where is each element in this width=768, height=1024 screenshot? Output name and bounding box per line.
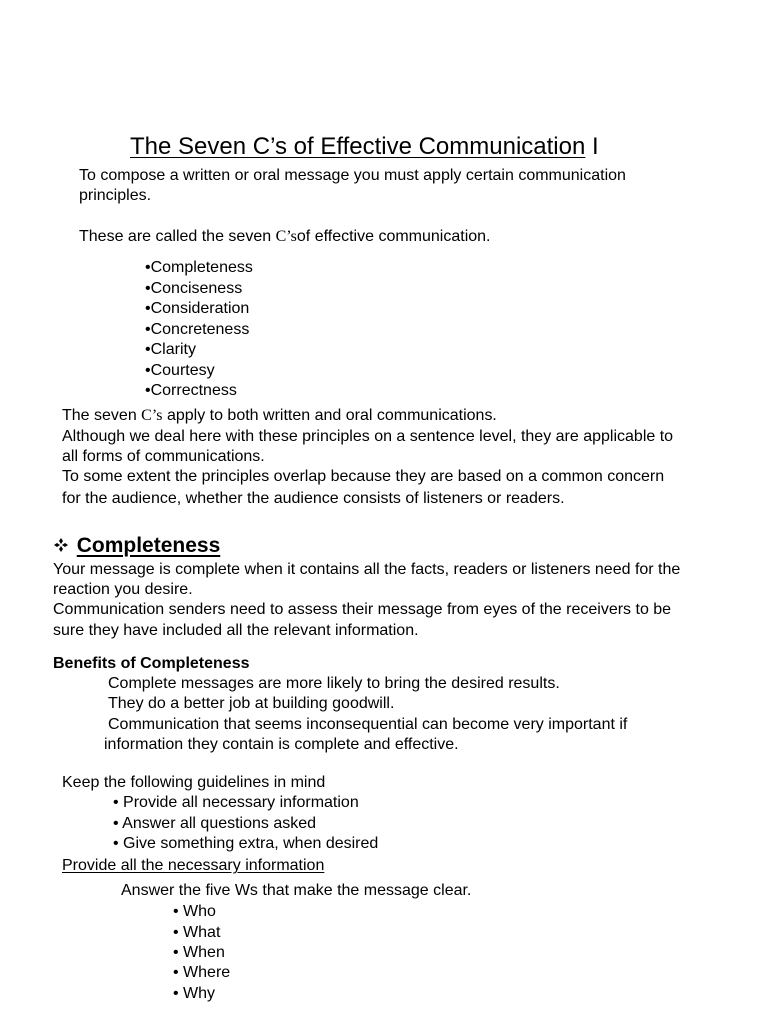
intro-line-1: To compose a written or oral message you must apply certain communication (79, 167, 626, 184)
completeness-heading-text: Completeness (76, 534, 221, 557)
list-item: • Why (173, 985, 216, 1002)
intro-called-pre: These are called the seven (79, 228, 276, 245)
list-item: • Who (173, 903, 216, 920)
benefits-heading: Benefits of Completeness (53, 655, 250, 672)
benefits-line-3: Communication that seems inconsequential can become very important if (108, 716, 628, 733)
apply-pre: The seven (62, 407, 142, 424)
provide-info-heading: Provide all the necessary information (62, 857, 325, 874)
list-item: •Concreteness (145, 320, 250, 338)
apply-dot: . (492, 407, 497, 424)
para-line-2: all forms of communications. (62, 448, 265, 465)
seven-cs-list (145, 258, 253, 402)
completeness-line-4: sure they have included all the relevant information. (53, 622, 419, 639)
apply-c: C’s (141, 407, 163, 424)
page-title-suffix: I (585, 133, 599, 160)
list-item: •Courtesy (145, 361, 215, 379)
section-heading-completeness (53, 533, 220, 560)
guidelines-intro: Keep the following guidelines in mind (62, 774, 326, 791)
list-item: •Consideration (145, 300, 250, 317)
benefits-line-1: Complete messages are more likely to bring the desired results. (108, 675, 560, 692)
guideline-item: • Give something extra, when desired (113, 835, 379, 852)
list-item: • When (173, 944, 225, 961)
page-title (130, 131, 599, 163)
para-line-4: for the audience, whether the audience consists of listeners or readers. (62, 490, 565, 507)
benefits-line-2: They do a better job at building goodwill. (108, 695, 395, 712)
completeness-line-3: Communication senders need to assess their message from eyes of the receivers to be (53, 601, 672, 618)
guideline-item: • Answer all questions asked (113, 815, 317, 832)
intro-called-c: C’s (275, 228, 297, 245)
list-item: •Conciseness (145, 279, 243, 297)
completeness-line-2: reaction you desire. (53, 581, 193, 598)
para-line-1: Although we deal here with these principles on a sentence level, they are applicable to (62, 428, 674, 445)
apply-line (62, 406, 496, 426)
intro-called-line (79, 227, 490, 247)
list-item: •Clarity (145, 341, 196, 358)
list-item: •Correctness (145, 382, 237, 399)
para-line-3: To some extent the principles overlap because they are based on a common concern (62, 468, 665, 485)
list-item: • Where (173, 964, 231, 981)
list-item: •Completeness (145, 259, 253, 276)
diamond-bullet-icon (53, 537, 74, 556)
list-item: • What (173, 924, 221, 941)
guideline-item: • Provide all necessary information (113, 794, 359, 811)
completeness-line-1: Your message is complete when it contains all the facts, readers or listeners need for the (53, 561, 681, 578)
page-title-main: The Seven C’s of Effective Communication (130, 133, 586, 160)
intro-line-2: principles. (79, 187, 152, 204)
apply-post: apply to both written and oral communications (162, 407, 493, 424)
benefits-line-4: information they contain is complete and effective. (104, 736, 459, 753)
intro-called-post: of effective communication. (296, 228, 491, 245)
five-ws-intro: Answer the five Ws that make the message clear. (121, 882, 472, 899)
